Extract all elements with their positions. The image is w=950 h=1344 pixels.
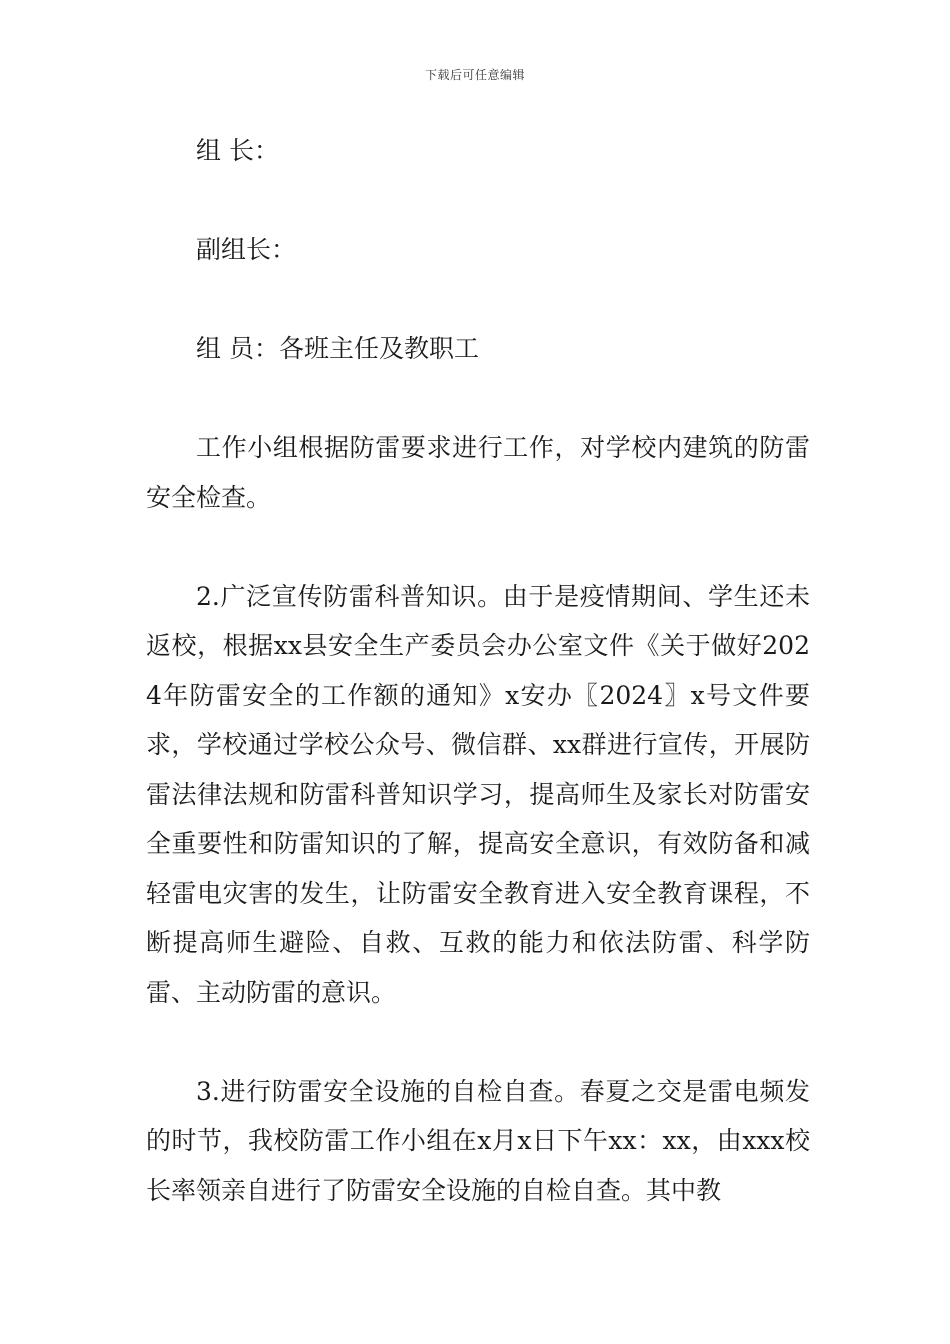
page-header: 下载后可任意编辑 [424, 68, 525, 82]
paragraph-members: 组 员：各班主任及教职工 [196, 334, 479, 363]
paragraph-item-2: 2.广泛宣传防雷科普知识。由于是疫情期间、学生还未返校，根据xx县安全生产委员会办公室文件《关于做好2024年防雷安全的工作额的通知》x安办〖2024〗x号文件要求，学校通过学校公众号、微信群、xx群进行宣传，开展防雷法律法规和防雷科普知识学习，提高师生及家长对防雷安全重要性和防雷知识的了解，提高安全意识，有效防备和减轻雷电灾害的发生，让防雷安全教育进入安全教育课程，不断提高师生避险、自救、互救的能力和依法防雷、科学防雷、主动防雷的意识。 [146, 581, 810, 1007]
paragraph-deputy-leader: 副组长： [196, 235, 297, 264]
paragraph-group-leader: 组 长： [196, 136, 279, 165]
paragraph-working-group: 工作小组根据防雷要求进行工作，对学校内建筑的防雷安全检查。 [146, 433, 810, 512]
document-body [146, 126, 810, 1265]
paragraph-item-3: 3.进行防雷安全设施的自检自查。春夏之交是雷电频发的时节，我校防雷工作小组在x月x日下午xx：xx，由xxx校长率领亲自进行了防雷安全设施的自检自查。其中教 [146, 1076, 810, 1205]
